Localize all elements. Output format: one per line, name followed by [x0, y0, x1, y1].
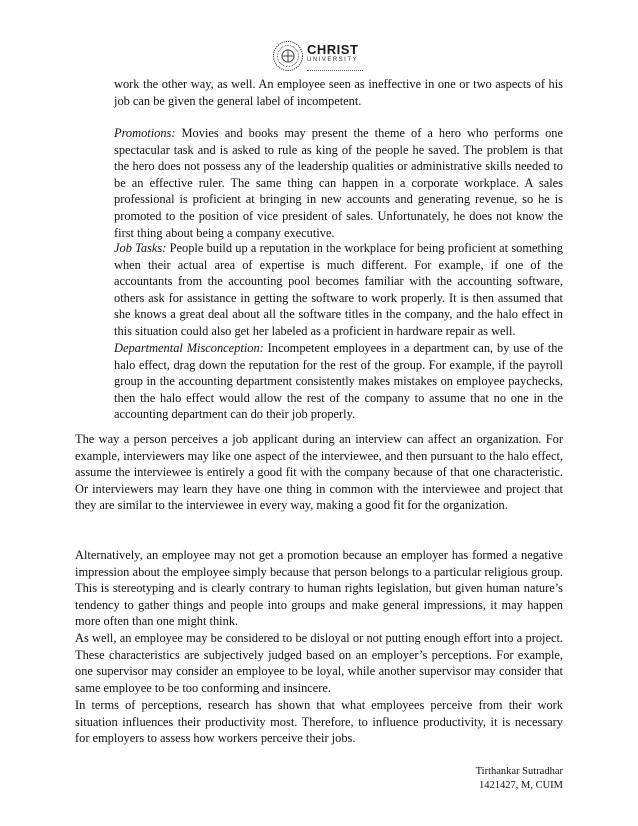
footer-author	[476, 765, 563, 793]
paragraph-interview: The way a person perceives a job applicant during an interview can affect an organization. For example, interviewers may like one aspect of the interviewee, and then pursuant to the halo effect, assume the interviewee is entirely a good fit with the company because of that one characteristic. Or interviewers may learn they have one thing in common with the interviewee and project that they are similar to the interviewee in every way, making a good fit for the organization.	[75, 432, 563, 513]
paragraph-continuation: work the other way, as well. An employee seen as ineffective in one or two aspects of his job can be given the general label of incompetent.	[114, 77, 563, 108]
promotions-label: Promotions:	[114, 126, 176, 140]
paragraph-perceptions: In terms of perceptions, research has shown that what employees perceive from their work situation influences their productivity most. Therefore, to influence productivity, it is necessary for employers to assess how workers perceive their jobs.	[75, 698, 563, 746]
logo-tagline-line	[307, 65, 363, 71]
departmental-text: Incompetent employees in a department can, by use of the halo effect, drag down the reputation for the rest of the group. For example, if the payroll group in the accounting department consistently makes mistakes on employee paychecks, then the halo effect would allow the rest of the company to assume that no one in the accounting department can do their job properly.	[114, 341, 564, 422]
job-tasks-text: People build up a reputation in the workplace for being proficient at something when their actual area of expertise is much different. For example, if one of the accountants from the accounting pool becomes familiar with the accounting software, others ask for assistance in getting the software to work properly. It is then assumed that she knows a great deal about all the software titles in the company, and the halo effect in this situation could also get her labeled as a proficient in hardware repair as well.	[114, 241, 563, 338]
university-logo	[272, 40, 368, 74]
paragraph-loyalty: As well, an employee may be considered to be disloyal or not putting enough effort into a project. These characteristics are subjectively judged based on an employer’s perceptions. For example, one supervisor may consider an employee to be loyal, while another supervisor may consider that same employee to be too conforming and insincere.	[75, 631, 563, 695]
logo-subtitle: UNIVERSITY	[307, 57, 359, 63]
paragraph-job-tasks	[114, 240, 563, 340]
paragraph-promotion-stereotyping: Alternatively, an employee may not get a promotion because an employer has formed a negative impression about the employee simply because that person belongs to a particular religious group. This is stereotyping and is clearly contrary to human rights legislation, but given human nature’s tendency to gather things and people into groups and make general impressions, it may happen more often than one might think.	[75, 548, 563, 629]
job-tasks-label: Job Tasks:	[114, 241, 167, 255]
author-name: Tirthankar Sutradhar	[475, 766, 563, 777]
author-id: 1421427, M, CUIM	[478, 780, 563, 791]
promotions-text: Movies and books may present the theme of a hero who performs one spectacular task and is asked to rule as king of the people he saved. The problem is that the hero does not possess any of the leadership qualities or administrative skills needed to be an effective ruler. The same thing can happen in a corporate workplace. A sales professional is proficient at bringing in new accounts and generating revenue, so he is promoted to the position of vice president of sales. Unfortunately, he does not know the first thing about being a company executive.	[114, 126, 563, 240]
logo-brand-text: CHRIST	[307, 42, 359, 57]
departmental-label: Departmental Misconception:	[114, 341, 264, 355]
paragraph-promotions	[114, 125, 563, 241]
paragraph-departmental	[114, 340, 563, 423]
seal-icon	[272, 40, 304, 72]
